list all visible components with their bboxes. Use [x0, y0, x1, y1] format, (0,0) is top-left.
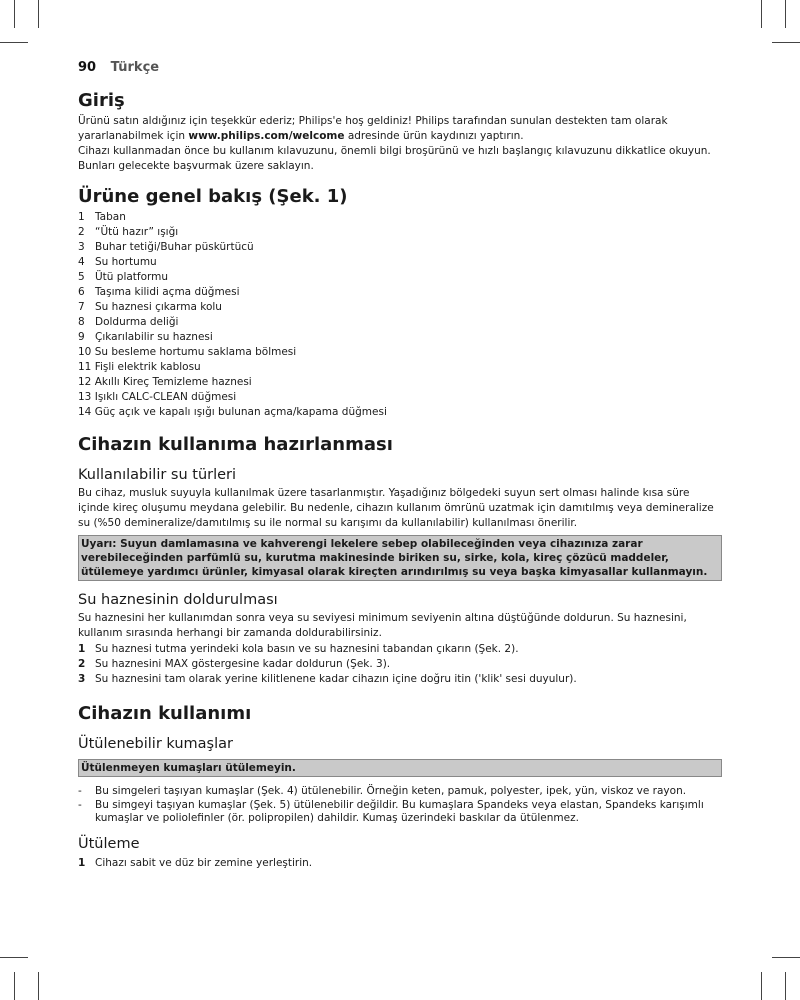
list-item: - Bu simgeyi taşıyan kumaşlar (Şek. 5) ütülenebilir değildir. Bu kumaşlara Spandeks veya elastan, Spandeks karışımlı kumaşlar ve poliolefinler (ör. polipropilen) dahildir. Kumaş üzerindeki baskılar da ütülenmez.: [78, 799, 704, 824]
overview-section: [78, 184, 722, 420]
fabrics-title: Ütülenebilir kumaşlar: [78, 736, 233, 752]
list-item: - Bu simgeleri taşıyan kumaşlar (Şek. 4) ütülenebilir. Örneğin keten, pamuk, polyester, ipek, yün, viskoz ve rayon.: [78, 785, 687, 797]
list-item: 1 Taban: [78, 211, 126, 223]
list-item: 8 Doldurma deliği: [78, 316, 179, 328]
intro-paragraph-2: Cihazı kullanmadan önce bu kullanım kılavuzunu, önemli bilgi broşürünü ve hızlı başlangıç kılavuzunu dikkatlice okuyun. Bunları gelecekte başvurmak üzere saklayın.: [78, 145, 711, 172]
fabrics-warning-box: Ütülenmeyen kumaşları ütülemeyin.: [78, 759, 722, 777]
usage-title: Cihazın kullanımı: [78, 703, 252, 724]
water-types-paragraph: Bu cihaz, musluk suyuyla kullanılmak üzere tasarlanmıştır. Yaşadığınız bölgedeki suyun sert olması halinde kısa süre içinde kireç oluşumu meydana gelebilir. Bu nedenle, cihazın kullanım ömrünü uzatmak için damıtılmış veya demineralize su (%50 demineralize/damıtılmış su ile normal su karışımı da kullanılabilir) kullanılması önerilir.: [78, 487, 714, 529]
crop-mark: [761, 0, 762, 28]
intro-section: [78, 88, 722, 174]
list-item: 13 Işıklı CALC-CLEAN düğmesi: [78, 391, 237, 403]
fabrics-list: [78, 785, 722, 825]
crop-mark: [0, 42, 28, 43]
intro-title: Giriş: [78, 90, 125, 111]
list-item: 12 Akıllı Kireç Temizleme haznesi: [78, 376, 252, 388]
page-content: [78, 88, 722, 871]
crop-mark: [785, 0, 786, 28]
crop-mark: [14, 972, 15, 1000]
crop-mark: [14, 0, 15, 28]
crop-mark: [785, 972, 786, 1000]
list-item: 14 Güç açık ve kapalı ışığı bulunan açma/kapama düğmesi: [78, 406, 387, 418]
preparation-title: Cihazın kullanıma hazırlanması: [78, 434, 393, 455]
list-item: 3 Buhar tetiği/Buhar püskürtücü: [78, 241, 254, 253]
fill-tank-paragraph: Su haznesini her kullanımdan sonra veya su seviyesi minimum seviyenin altına düştüğünde doldurun. Su haznesini, kullanım sırasında herhangi bir zamanda doldurabilirsiniz.: [78, 612, 687, 639]
crop-mark: [772, 42, 800, 43]
ironing-steps: [78, 856, 722, 871]
crop-mark: [38, 972, 39, 1000]
fill-tank-steps: [78, 642, 722, 687]
ironing-title: Ütüleme: [78, 836, 140, 852]
crop-mark: [761, 972, 762, 1000]
list-item: 5 Ütü platformu: [78, 271, 169, 283]
water-warning-box: Uyarı: Suyun damlamasına ve kahverengi lekelere sebep olabileceğinden veya cihazınıza zarar verebileceğinden parfümlü su, kurutma makinesinde biriken su, sirke, kola, kireç çözücü maddeler, ütülemeye yardımcı ürünler, kimyasal olarak kireçten arındırılmış su veya başka kimyasallar kullanmayın.: [78, 535, 722, 581]
list-item: 11 Fişli elektrik kablosu: [78, 361, 201, 373]
step-item: 3 Su haznesini tam olarak yerine kilitlenene kadar cihazın içine doğru itin ('klik' sesi duyulur).: [78, 673, 577, 685]
crop-mark: [0, 957, 28, 958]
usage-section: [78, 701, 722, 871]
list-item: 9 Çıkarılabilir su haznesi: [78, 331, 213, 343]
list-item: 7 Su haznesi çıkarma kolu: [78, 301, 222, 313]
welcome-link[interactable]: www.philips.com/welcome: [188, 130, 345, 142]
page-number: 90: [78, 60, 97, 75]
crop-mark: [772, 957, 800, 958]
step-item: 1 Cihazı sabit ve düz bir zemine yerleştirin.: [78, 857, 313, 869]
preparation-section: [78, 432, 722, 687]
list-item: 6 Taşıma kilidi açma düğmesi: [78, 286, 240, 298]
overview-title: Ürüne genel bakış (Şek. 1): [78, 186, 348, 207]
step-item: 2 Su haznesini MAX göstergesine kadar doldurun (Şek. 3).: [78, 658, 391, 670]
water-types-title: Kullanılabilir su türleri: [78, 467, 237, 483]
list-item: 4 Su hortumu: [78, 256, 157, 268]
list-item: 2 “Ütü hazır” ışığı: [78, 226, 179, 238]
crop-mark: [38, 0, 39, 28]
parts-list: [78, 210, 722, 420]
list-item: 10 Su besleme hortumu saklama bölmesi: [78, 346, 297, 358]
intro-paragraph-1: Ürünü satın aldığınız için teşekkür ederiz; Philips'e hoş geldiniz! Philips tarafından sunulan destekten tam olarak yararlanabilmek için www.philips.com/welcome adresinde ürün kaydınızı yaptırın.: [78, 115, 668, 142]
step-item: 1 Su haznesi tutma yerindeki kola basın ve su haznesini tabandan çıkarın (Şek. 2).: [78, 643, 519, 655]
fill-tank-title: Su haznesinin doldurulması: [78, 592, 278, 608]
page-language: Türkçe: [110, 60, 160, 75]
page-header: [78, 60, 159, 75]
